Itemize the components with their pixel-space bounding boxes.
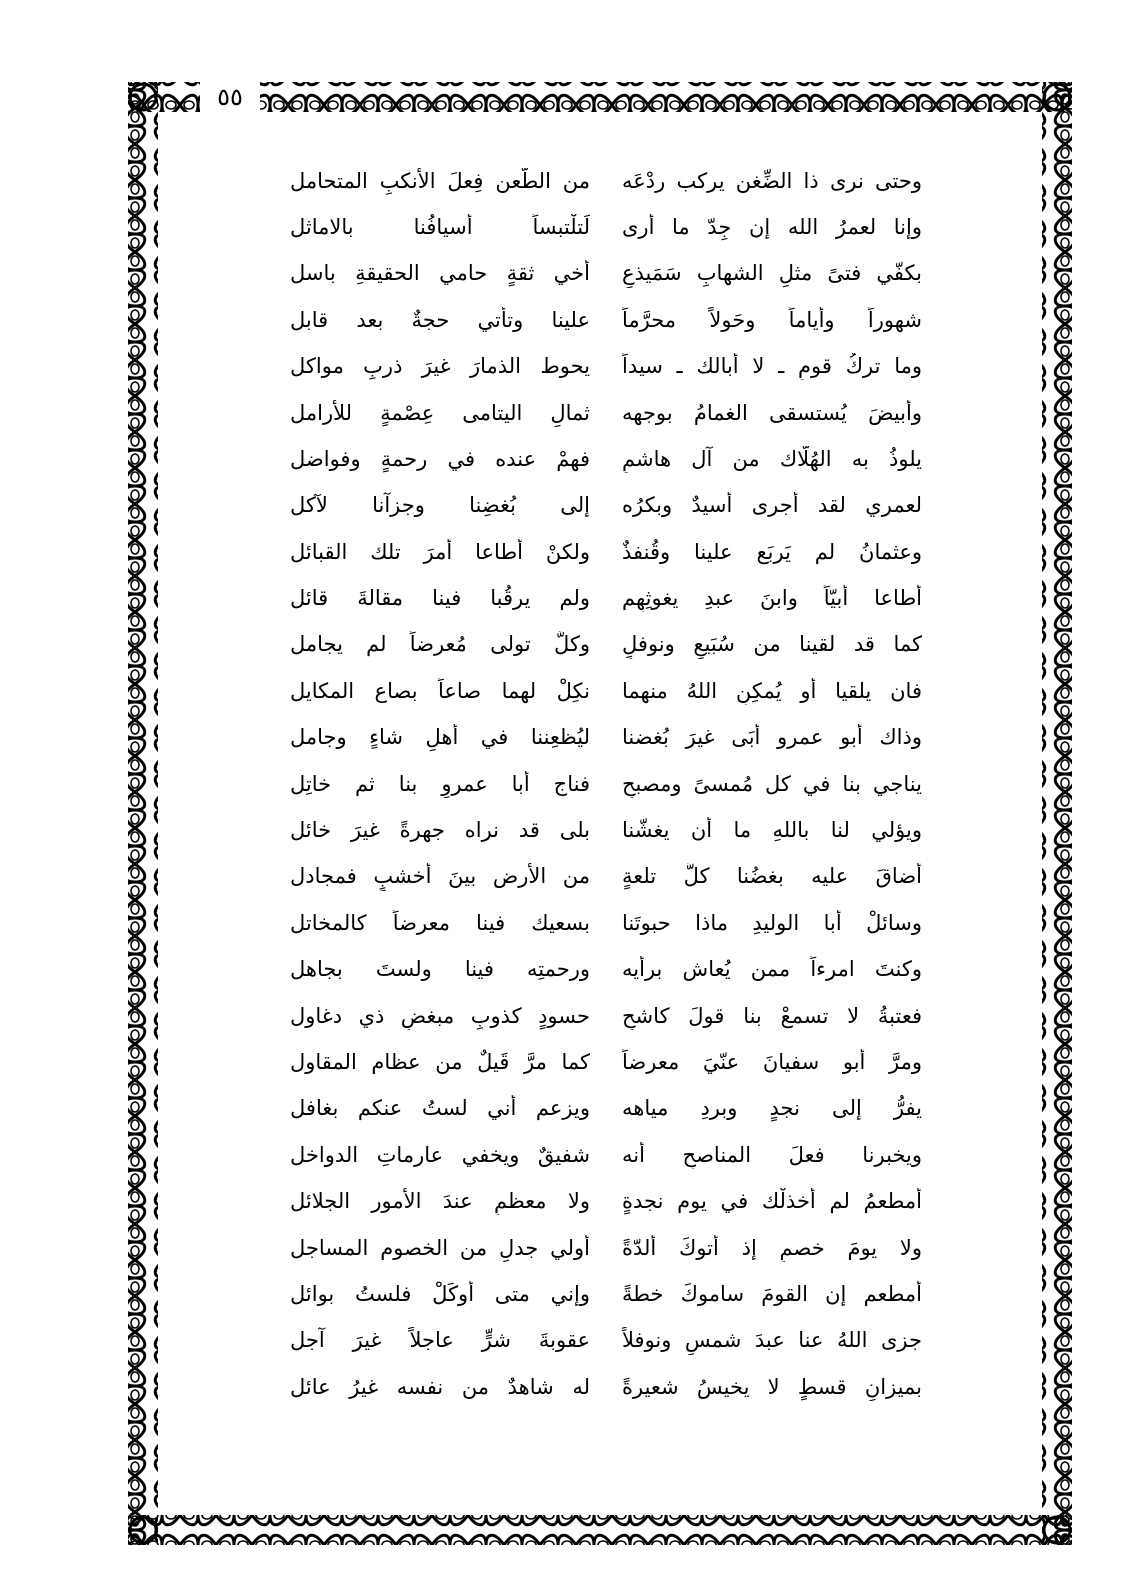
verse-line: [290, 1318, 922, 1364]
verse-line: [290, 1364, 922, 1410]
verse-first-half: ومرَّ أبو سفيانَ عنّيَ معرضاً: [622, 1049, 922, 1074]
verse-second-half: إلى بُغضِنا وجزآنا لآكل: [290, 493, 590, 518]
verse-second-half: من الأرض بينَ أخشبٍ فمجادل: [290, 864, 590, 889]
verse-line: [290, 761, 922, 807]
verse-line: [290, 576, 922, 622]
verse-first-half: فعتبةُ لا تسمعْ بنا قولَ كاشحٍ: [622, 1003, 922, 1028]
verse-second-half: ولكنْ أطاعا أمرَ تلك القبائل: [290, 539, 590, 564]
poem-body: [290, 158, 922, 1411]
verse-first-half: جزى اللهُ عنا عبدَ شمسٍ ونوفلاً: [622, 1328, 922, 1353]
verse-first-half: ويؤلي لنا باللهِ ما أن يغشّنا: [622, 818, 922, 843]
verse-first-half: أمطعم إن القومَ ساموكَ خطةً: [622, 1281, 922, 1306]
verse-second-half: نكِلْ لهما صاعاً بصاع المكايل: [290, 678, 590, 703]
verse-second-half: لَتلْتبساً أسيافُنا بالاماثل: [290, 214, 590, 239]
verse-first-half: بكفّي فتىً مثلِ الشهابِ سَمَيذعٍ: [622, 261, 922, 286]
verse-first-half: وعثمانُ لم يَربَع علينا وقُنفذٌ: [622, 539, 922, 564]
verse-line: [290, 993, 922, 1039]
verse-line: [290, 344, 922, 390]
verse-second-half: من الطَّعن فِعلَ الأنكبِ المتحامل: [290, 168, 590, 193]
verse-second-half: ويزعم أني لستُ عنكم بغافل: [290, 1096, 590, 1121]
verse-second-half: ثمالِ اليتامى عِصْمةٍ للأرامل: [290, 400, 590, 425]
verse-first-half: لعمري لقد أجرى أسيدٌ وبكرُه: [622, 493, 922, 518]
verse-first-half: وكنتَ امرءاً ممن يُعاش برأيه: [622, 957, 922, 982]
verse-first-half: وما تركُ قومٍ ـ لا أبالك ـ سيداً: [622, 354, 922, 379]
verse-line: [290, 854, 922, 900]
verse-second-half: فهمْ عنده في رحمةٍ وفواضل: [290, 446, 590, 471]
verse-line: [290, 1132, 922, 1178]
verse-first-half: ويخبرنا فعلَ المناصحِ أنه: [622, 1142, 922, 1167]
verse-second-half: ولا معظمٍ عندَ الأمور الجلائل: [290, 1189, 590, 1214]
verse-first-half: يفرُّ إلى نجدٍ وبردِ مياهه: [622, 1096, 922, 1121]
verse-second-half: فناجِ أبا عمروٍ بنا ثم خاتِل: [290, 771, 590, 796]
verse-first-half: وسائلْ أبا الوليدِ ماذا حبوتَنا: [622, 910, 922, 935]
verse-second-half: بلى قد نراه جهرةً غيرَ خائل: [290, 818, 590, 843]
verse-line: [290, 900, 922, 946]
verse-line: [290, 297, 922, 343]
verse-first-half: ولا يومَ خصمٍ إذ أتوكَ ألدّةً: [622, 1235, 922, 1260]
verse-first-half: كما قد لقينا من سُبَيعٍ ونوفلٍ: [622, 632, 922, 657]
verse-line: [290, 158, 922, 204]
verse-second-half: وإني متى أوكَلْ فلستُ بوائل: [290, 1281, 590, 1306]
verse-first-half: وإنا لعمرُ الله إن جِدّ ما أرى: [622, 214, 922, 239]
verse-first-half: فان يلقيا أو يُمكِنِ اللهُ منهما: [622, 678, 922, 703]
verse-line: [290, 483, 922, 529]
verse-line: [290, 251, 922, 297]
verse-second-half: يحوط الذمارَ غيرَ ذربٍ مواكل: [290, 354, 590, 379]
verse-line: [290, 1039, 922, 1085]
verse-line: [290, 622, 922, 668]
verse-second-half: له شاهدٌ من نفسه غيرُ عائل: [290, 1374, 590, 1399]
verse-first-half: يلوذُ به الهُلّاك من آل هاشمٍ: [622, 446, 922, 471]
verse-second-half: وكلٌّ تولى مُعرضاً لم يجامل: [290, 632, 590, 657]
verse-second-half: عقوبةَ شرٍّ عاجلاً غيرَ آجل: [290, 1328, 590, 1353]
verse-second-half: أولي جدلٍ من الخصوم المساجل: [290, 1235, 590, 1260]
verse-line: [290, 204, 922, 250]
verse-second-half: بسعيك فينا معرضاً كالمخاتل: [290, 910, 590, 935]
verse-line: [290, 668, 922, 714]
verse-line: [290, 1179, 922, 1225]
verse-line: [290, 947, 922, 993]
verse-second-half: ورحمتِه فينا ولستَ بجاهل: [290, 957, 590, 982]
verse-second-half: ليُظعِننا في أهلِ شاءٍ وجامل: [290, 725, 590, 750]
verse-second-half: كما مرَّ قَيلٌ من عظام المقاول: [290, 1049, 590, 1074]
verse-line: [290, 390, 922, 436]
verse-second-half: أخي ثقةٍ حامي الحقيقةِ باسل: [290, 261, 590, 286]
verse-line: [290, 715, 922, 761]
verse-second-half: علينا وتأتي حجةٌ بعد قابل: [290, 307, 590, 332]
verse-first-half: وحتى نرى ذا الضِّغن يركب ردْعَه: [622, 168, 922, 193]
verse-first-half: شهوراً وأياماً وحَولاً محرَّماً: [622, 307, 922, 332]
page-number: ٥٥: [200, 82, 260, 112]
verse-second-half: شفيقٌ ويخفي عارماتِ الدواخل: [290, 1142, 590, 1167]
verse-second-half: ولم يرقُبا فينا مقالةَ قائل: [290, 586, 590, 611]
verse-line: [290, 807, 922, 853]
verse-first-half: أطاعا أبيّاً وابنَ عبدِ يغوثِهِم: [622, 586, 922, 611]
verse-line: [290, 529, 922, 575]
verse-first-half: وأبيضَ يُستسقى الغمامُ بوجهه: [622, 400, 922, 425]
verse-second-half: حسودٍ كذوبٍ مبغضٍ ذي دغاول: [290, 1003, 590, 1028]
verse-line: [290, 1086, 922, 1132]
verse-first-half: وذاك أبو عمرو أبَى غيرَ بُغضنا: [622, 725, 922, 750]
verse-line: [290, 1271, 922, 1317]
verse-line: [290, 1225, 922, 1271]
verse-first-half: أضاقَ عليه بغضُنا كلَّ تلعةٍ: [622, 864, 922, 889]
verse-line: [290, 436, 922, 482]
verse-first-half: أمطعمُ لم أخذلْك في يوم نجدةٍ: [622, 1189, 922, 1214]
verse-first-half: بميزانِ قسطٍ لا يخيسُ شعيرةً: [622, 1374, 922, 1399]
verse-first-half: يناجي بنا في كل مُمسىً ومصبحٍ: [622, 771, 922, 796]
